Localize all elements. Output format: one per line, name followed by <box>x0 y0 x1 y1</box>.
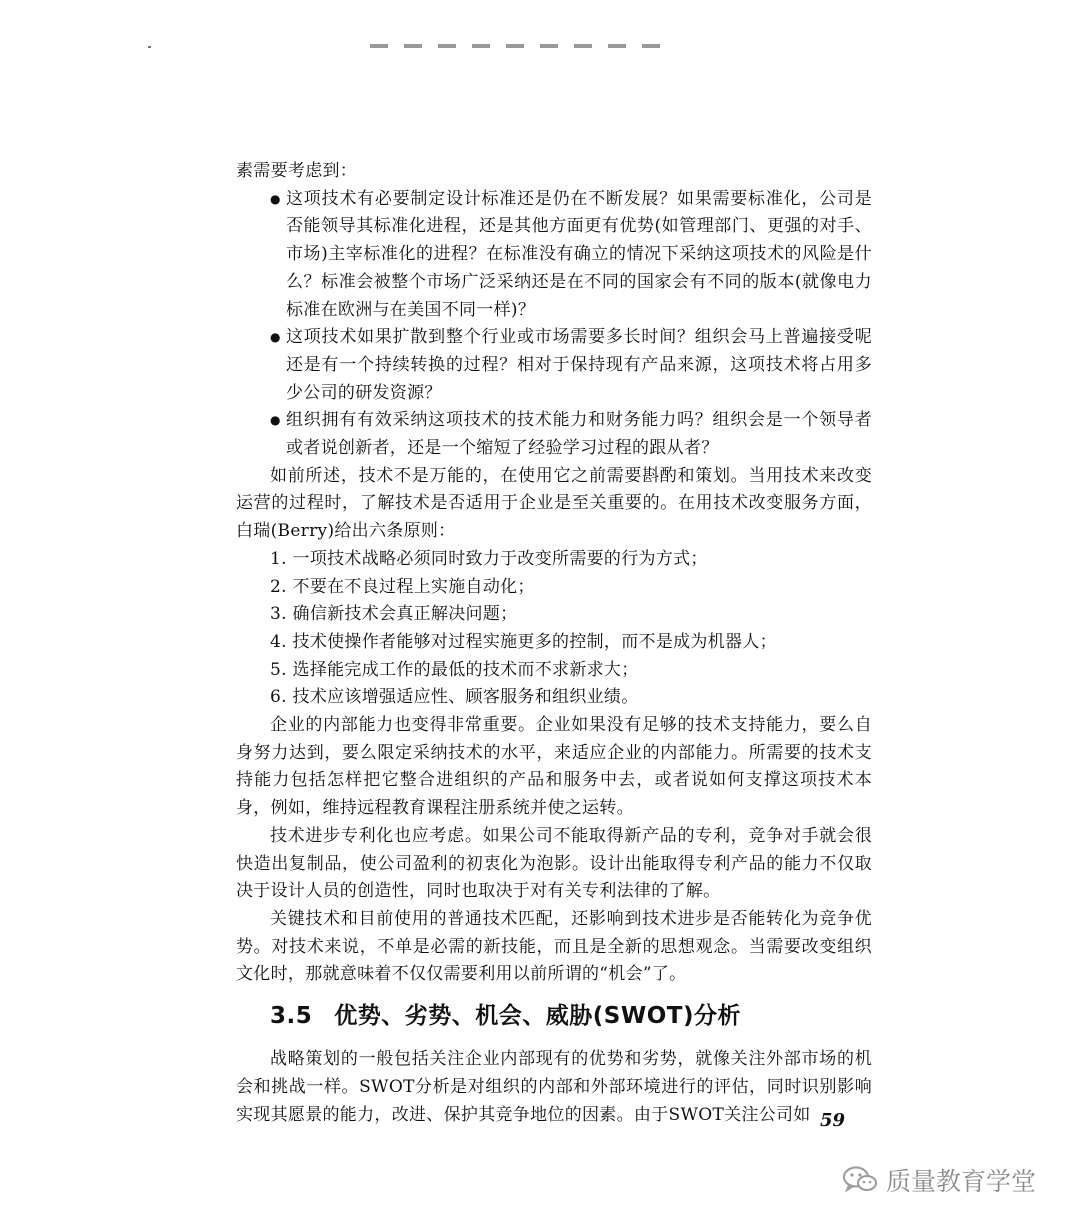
bullet-icon: ● <box>270 330 281 345</box>
bullet-item <box>236 324 872 407</box>
principle-item: 5. 选择能完成工作的最低的技术而不求新求大； <box>270 659 639 680</box>
body-text <box>236 158 872 1129</box>
bullet-item <box>236 407 872 462</box>
bullet-icon: ● <box>270 191 281 206</box>
wechat-icon <box>842 1165 878 1195</box>
principle-item: 3. 确信新技术会真正解决问题； <box>270 604 518 625</box>
principle-item: 4. 技术使操作者能够对过程实施更多的控制，而不是成为机器人； <box>270 631 777 652</box>
section-number: 3.5 <box>270 1003 313 1030</box>
principle-item: 6. 技术应该增强适应性、顾客服务和组织业绩。 <box>270 687 639 708</box>
page-number: 59 <box>820 1110 846 1131</box>
paragraph-berry: 如前所述，技术不是万能的，在使用它之前需要斟酌和策划。当用技术来改变运营的过程时，了解技术是否适用于企业是至关重要的。在用技术改变服务方面，白瑞(Berry)给出六条原则： <box>236 465 872 542</box>
paragraph-patent: 技术进步专利化也应考虑。如果公司不能取得新产品的专利，竞争对手就会很快造出复制品，使公司盈利的初衷化为泡影。设计出能取得专利产品的能力不仅取决于设计人员的创造性，同时也取决于对有关专利法律的了解。 <box>236 825 872 902</box>
principle-item: 1. 一项技术战略必须同时致力于改变所需要的行为方式； <box>270 548 708 569</box>
bullet-icon: ● <box>270 413 281 428</box>
bullet-text: 这项技术有必要制定设计标准还是仍在不断发展？如果需要标准化，公司是否能领导其标准化进程，还是其他方面更有优势(如管理部门、更强的对手、市场)主宰标准化的进程？在标准没有确立的情况下采纳这项技术的风险是什么？标准会被整个市场广泛采纳还是在不同的国家会有不同的版本(就像电力标准在欧洲与在美国不同一样)？ <box>286 188 872 320</box>
section-title: 优势、劣势、机会、威胁(SWOT)分析 <box>334 1003 741 1030</box>
intro-line: 素需要考虑到： <box>236 161 358 181</box>
bullet-item <box>236 186 872 325</box>
principle-item: 2. 不要在不良过程上实施自动化； <box>270 576 535 597</box>
watermark-text: 质量教育学堂 <box>886 1167 1037 1196</box>
paragraph-match: 关键技术和目前使用的普通技术匹配，还影响到技术进步是否能转化为竞争优势。对技术来说，不单是必需的新技能，而且是全新的思想观念。当需要改变组织文化时，那就意味着不仅仅需要利用以前所谓的“机会”了。 <box>236 908 872 985</box>
paragraph-swot: 战略策划的一般包括关注企业内部现有的优势和劣势，就像关注外部市场的机会和挑战一样。SWOT分析是对组织的内部和外部环境进行的评估，同时识别影响实现其愿景的能力，改进、保护其竞争地位的因素。由于SWOT关注公司如 <box>236 1049 872 1125</box>
bullet-text: 组织拥有有效采纳这项技术的技术能力和财务能力吗？组织会是一个领导者或者说创新者，还是一个缩短了经验学习过程的跟从者？ <box>286 410 872 459</box>
paragraph-internal: 企业的内部能力也变得非常重要。企业如果没有足够的技术支持能力，要么自身努力达到，要么限定采纳技术的水平，来适应企业的内部能力。所需要的技术支持能力包括怎样把它整合进组织的产品和服务中去，或者说如何支撑这项技术本身，例如，维持远程教育课程注册系统并使之运转。 <box>236 715 872 819</box>
section-heading <box>270 998 872 1034</box>
header-scan-artifact <box>370 44 660 48</box>
watermark <box>842 1160 1036 1200</box>
scan-dot <box>148 46 151 48</box>
bullet-text: 这项技术如果扩散到整个行业或市场需要多长时间？组织会马上普遍接受呢还是有一个持续转换的过程？相对于保持现有产品来源，这项技术将占用多少公司的研发资源？ <box>286 327 872 403</box>
